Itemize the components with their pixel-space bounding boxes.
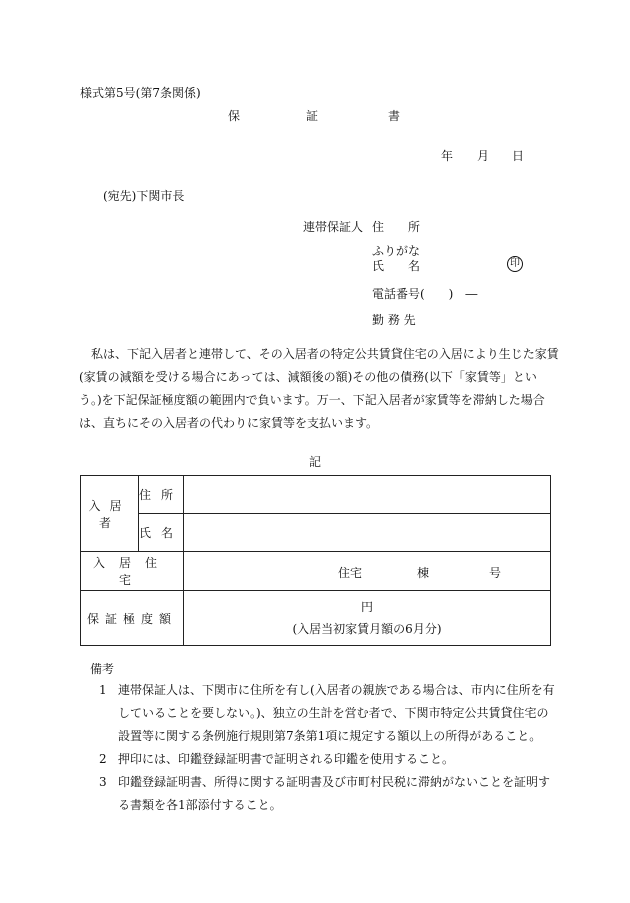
resident-name-field[interactable] bbox=[184, 514, 551, 552]
note-line: 連帯保証人は、下関市に住所を有し(入居者の親族である場合は、市内に住所を有 bbox=[118, 683, 555, 697]
title-char: 書 bbox=[388, 109, 401, 123]
limit-field[interactable] bbox=[184, 591, 551, 646]
guarantor-label: 連帯保証人 bbox=[303, 220, 364, 234]
guarantor-address-label: 住 所 bbox=[372, 220, 421, 234]
pledge-line: (家賃の減額を受ける場合にあっては、減額後の額)その他の債務(以下「家賃等」とい bbox=[79, 370, 537, 384]
resident-info-table bbox=[80, 475, 551, 646]
limit-note: (入居当初家賃月額の6月分) bbox=[292, 622, 442, 636]
note-item bbox=[95, 748, 565, 771]
resident-name-label: 氏名 bbox=[139, 514, 184, 552]
resident-label: 入居者 bbox=[81, 476, 139, 552]
pledge-line: は、直ちにその入居者の代わりに家賃等を支払います。 bbox=[79, 416, 379, 430]
guarantor-workplace-label: 勤 務 先 bbox=[372, 313, 416, 327]
note-line: 印鑑登録証明書、所得に関する証明書及び市町村民税に滞納がないことを証明す bbox=[118, 775, 551, 789]
form-number: 様式第5号(第7条関係) bbox=[80, 86, 201, 100]
note-line: 押印には、印鑑登録証明書で証明される印鑑を使用すること。 bbox=[118, 752, 455, 766]
limit-unit: 円 bbox=[360, 600, 373, 614]
note-number: 1 bbox=[99, 683, 107, 697]
housing-part: 住宅 bbox=[338, 566, 363, 580]
notes-list bbox=[95, 679, 565, 817]
note-number: 2 bbox=[99, 752, 107, 766]
guarantor-furigana-label: ふりがな bbox=[372, 244, 421, 258]
title-char: 証 bbox=[306, 109, 319, 123]
note-line: る書類を各1部添付すること。 bbox=[118, 798, 282, 812]
date-day: 日 bbox=[512, 149, 525, 163]
date-month: 月 bbox=[477, 149, 490, 163]
guarantor-name-label: 氏 名 bbox=[372, 259, 421, 273]
ki-heading: 記 bbox=[308, 455, 321, 469]
note-number: 3 bbox=[99, 775, 107, 789]
guarantor-phone-label: 電話番号( ) ― bbox=[372, 287, 478, 301]
pledge-text bbox=[79, 343, 559, 435]
notes-title: 備考 bbox=[90, 662, 115, 676]
pledge-line: 私は、下記入居者と連帯して、その入居者の特定公共賃貸住宅の入居により生じた家賃 bbox=[79, 347, 559, 361]
housing-part: 棟 bbox=[417, 566, 430, 580]
note-line: 設置等に関する条例施行規則第7条第1項に規定する額以上の所得があること。 bbox=[118, 729, 542, 743]
seal-mark: 印 bbox=[507, 256, 523, 272]
limit-label: 保証極度額 bbox=[81, 591, 184, 646]
pledge-line: う。)を下記保証極度額の範囲内で負います。万一、下記入居者が家賃等を滞納した場合 bbox=[79, 393, 545, 407]
note-line: していることを要しない。)、独立の生計を営む者で、下関市特定公共賃貸住宅の bbox=[118, 706, 549, 720]
title-char: 保 bbox=[228, 109, 241, 123]
resident-address-field[interactable] bbox=[184, 476, 551, 514]
date-year: 年 bbox=[441, 149, 454, 163]
housing-part: 号 bbox=[489, 566, 502, 580]
housing-field[interactable] bbox=[184, 552, 551, 591]
note-item bbox=[95, 771, 565, 794]
note-item bbox=[95, 679, 565, 702]
resident-address-label: 住所 bbox=[139, 476, 184, 514]
addressee: (宛先)下関市長 bbox=[103, 189, 185, 203]
housing-label: 入居住宅 bbox=[81, 552, 184, 591]
